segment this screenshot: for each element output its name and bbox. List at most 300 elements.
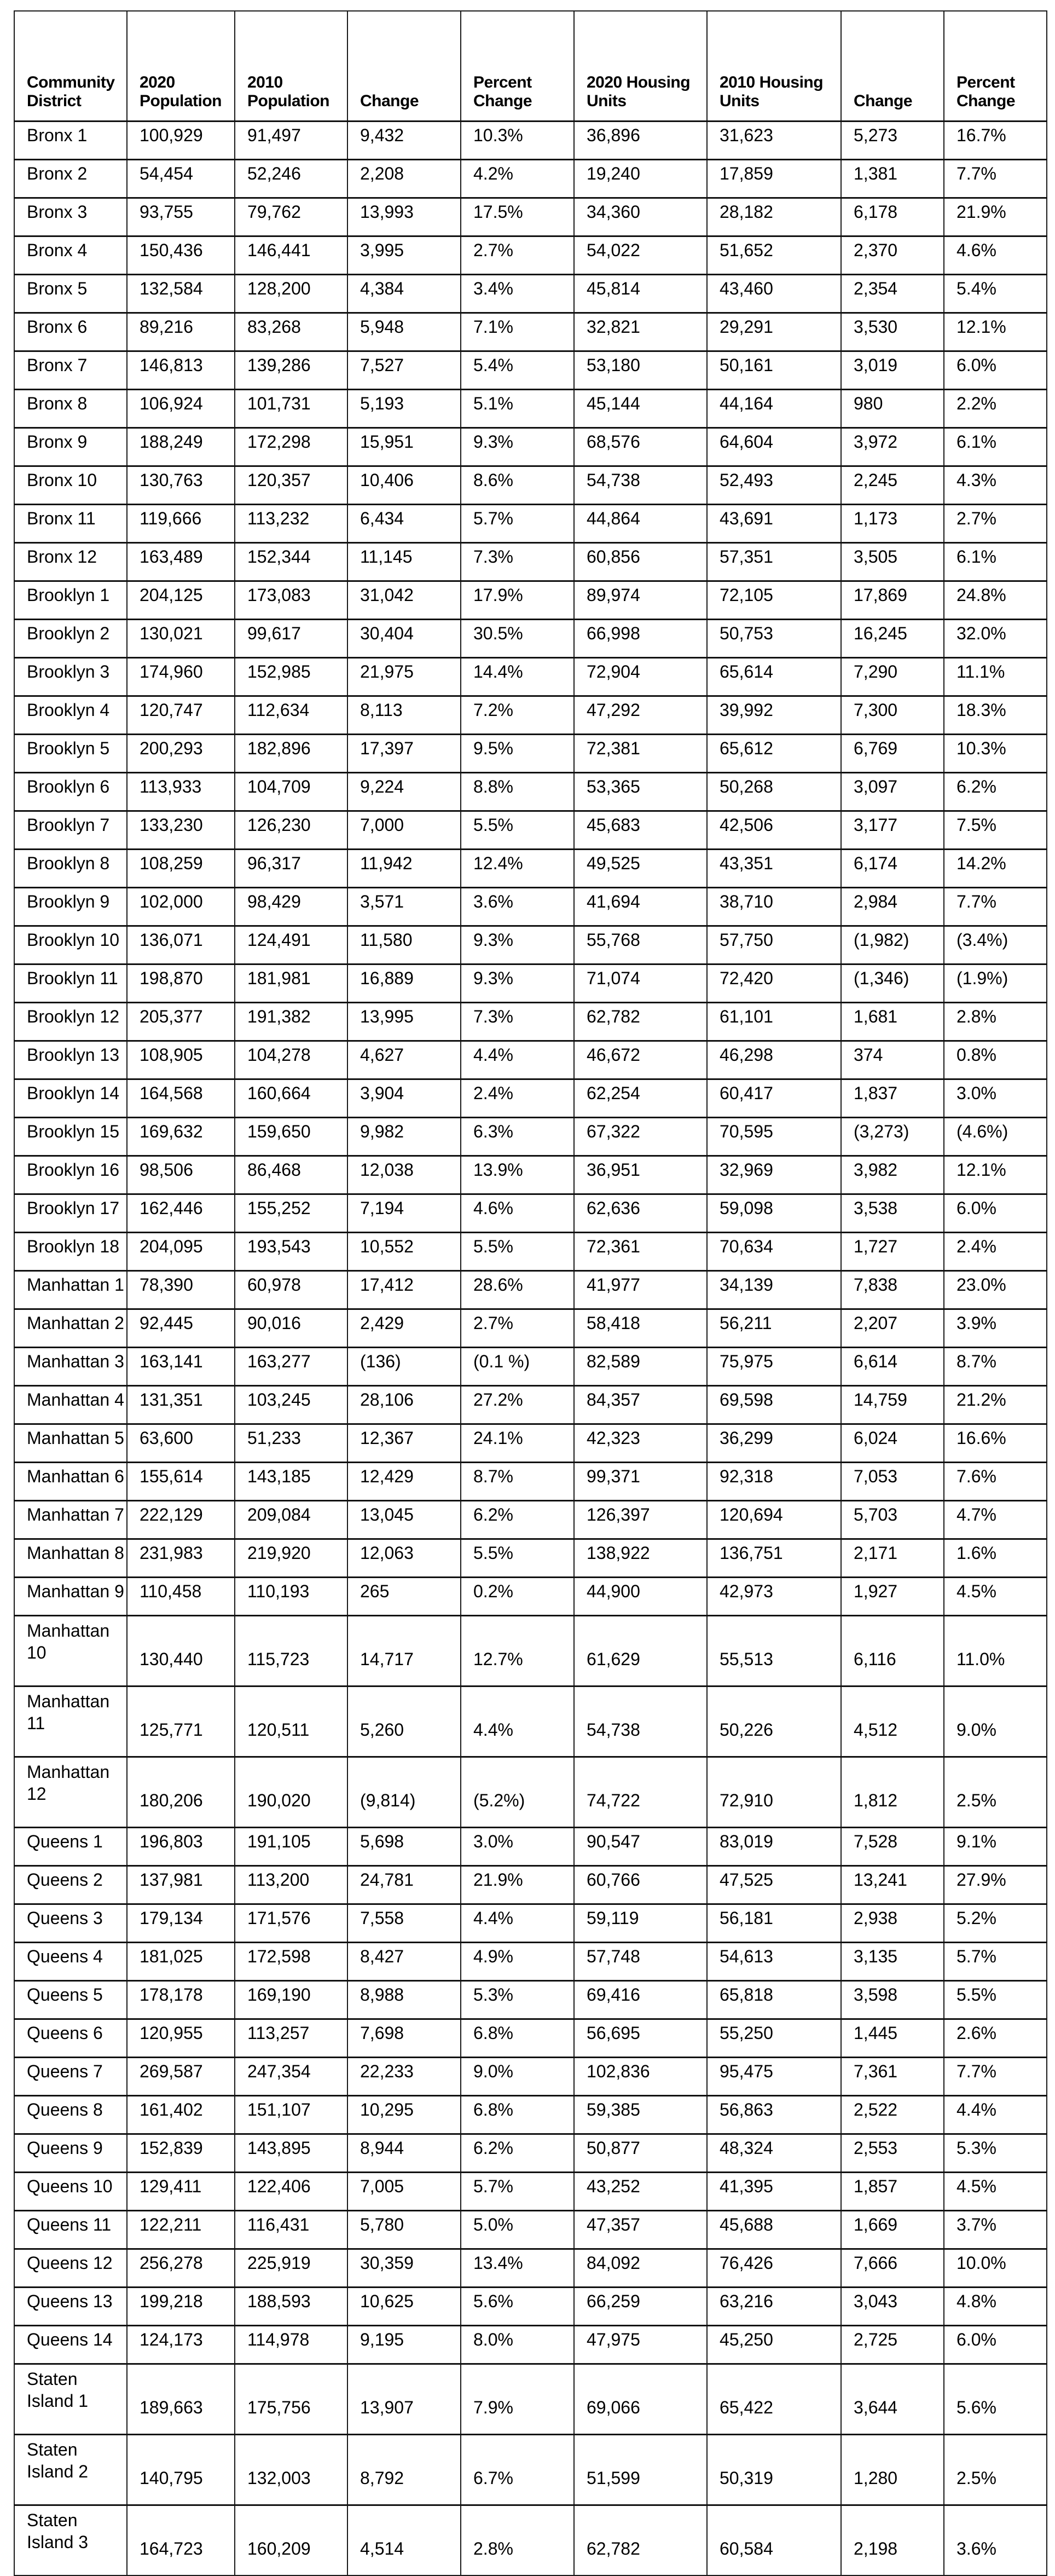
table-row <box>14 1118 1047 1156</box>
cell-pop-percent-change: 27.2% <box>461 1386 574 1424</box>
cell-housing-change: 1,445 <box>841 2019 944 2058</box>
cell-district-name: Brooklyn 14 <box>14 1079 127 1118</box>
cell-pop-2020: 181,025 <box>127 1943 235 1981</box>
cell-housing-percent-change: 3.7% <box>944 2211 1047 2249</box>
cell-housing-2010: 70,595 <box>707 1118 841 1156</box>
table-row <box>14 1003 1047 1041</box>
cell-pop-change: 9,195 <box>347 2326 461 2364</box>
table-row <box>14 1616 1047 1686</box>
table-row <box>14 2435 1047 2505</box>
cell-housing-2020: 59,119 <box>574 1904 707 1943</box>
cell-housing-2020: 34,360 <box>574 198 707 236</box>
cell-housing-2020: 82,589 <box>574 1348 707 1386</box>
cell-pop-change: 13,993 <box>347 198 461 236</box>
cell-pop-change: 5,780 <box>347 2211 461 2249</box>
cell-housing-2010: 54,613 <box>707 1943 841 1981</box>
table-row <box>14 1943 1047 1981</box>
cell-housing-2010: 59,098 <box>707 1194 841 1233</box>
cell-pop-2020: 54,454 <box>127 160 235 198</box>
cell-pop-2010: 132,003 <box>235 2435 347 2505</box>
cell-pop-change: 28,106 <box>347 1386 461 1424</box>
cell-pop-change: 10,406 <box>347 466 461 505</box>
cell-district-name: Queens 2 <box>14 1866 127 1904</box>
cell-district-name: Brooklyn 3 <box>14 658 127 696</box>
header-2020-population: 2020 Population <box>127 11 235 122</box>
cell-housing-2020: 102,836 <box>574 2058 707 2096</box>
cell-district-name: Manhattan 3 <box>14 1348 127 1386</box>
cell-pop-percent-change: 6.2% <box>461 1501 574 1539</box>
cell-pop-percent-change: 4.4% <box>461 1686 574 1757</box>
cell-pop-2010: 160,209 <box>235 2505 347 2576</box>
cell-housing-change: 3,538 <box>841 1194 944 1233</box>
cell-pop-2010: 139,286 <box>235 351 347 390</box>
cell-pop-change: (9,814) <box>347 1757 461 1828</box>
cell-housing-2010: 38,710 <box>707 888 841 926</box>
cell-housing-2020: 45,683 <box>574 811 707 850</box>
cell-pop-2010: 160,664 <box>235 1079 347 1118</box>
cell-housing-change: 6,614 <box>841 1348 944 1386</box>
cell-pop-2010: 51,233 <box>235 1424 347 1463</box>
table-row <box>14 2134 1047 2173</box>
cell-pop-percent-change: 6.8% <box>461 2096 574 2134</box>
cell-housing-change: 1,927 <box>841 1578 944 1616</box>
cell-district-name: Brooklyn 6 <box>14 773 127 811</box>
cell-pop-2010: 247,354 <box>235 2058 347 2096</box>
cell-district-name: Brooklyn 11 <box>14 964 127 1003</box>
cell-pop-2020: 152,839 <box>127 2134 235 2173</box>
cell-housing-2010: 60,417 <box>707 1079 841 1118</box>
cell-district-name: Bronx 12 <box>14 543 127 581</box>
cell-housing-change: (3,273) <box>841 1118 944 1156</box>
cell-pop-percent-change: 7.3% <box>461 1003 574 1041</box>
cell-pop-2020: 179,134 <box>127 1904 235 1943</box>
cell-housing-change: 6,178 <box>841 198 944 236</box>
cell-housing-2020: 66,998 <box>574 620 707 658</box>
table-row <box>14 428 1047 466</box>
table-row <box>14 1079 1047 1118</box>
cell-pop-percent-change: 7.3% <box>461 543 574 581</box>
cell-housing-percent-change: 4.3% <box>944 466 1047 505</box>
cell-housing-2020: 126,397 <box>574 1501 707 1539</box>
cell-pop-2010: 172,298 <box>235 428 347 466</box>
cell-housing-2020: 45,814 <box>574 275 707 313</box>
table-row <box>14 313 1047 351</box>
cell-pop-2010: 91,497 <box>235 122 347 160</box>
cell-district-name: Bronx 10 <box>14 466 127 505</box>
cell-district-name: Brooklyn 13 <box>14 1041 127 1079</box>
cell-district-name: Brooklyn 12 <box>14 1003 127 1041</box>
cell-housing-2010: 46,298 <box>707 1041 841 1079</box>
cell-housing-change: 14,759 <box>841 1386 944 1424</box>
cell-housing-2010: 43,460 <box>707 275 841 313</box>
cell-housing-2020: 59,385 <box>574 2096 707 2134</box>
cell-pop-2020: 231,983 <box>127 1539 235 1578</box>
cell-pop-2020: 256,278 <box>127 2249 235 2288</box>
cell-pop-2020: 196,803 <box>127 1828 235 1866</box>
cell-housing-2010: 17,859 <box>707 160 841 198</box>
cell-pop-2010: 60,978 <box>235 1271 347 1309</box>
cell-housing-change: 2,938 <box>841 1904 944 1943</box>
table-row <box>14 1828 1047 1866</box>
cell-pop-2010: 191,105 <box>235 1828 347 1866</box>
cell-housing-2010: 65,614 <box>707 658 841 696</box>
cell-housing-change: 1,173 <box>841 505 944 543</box>
cell-housing-percent-change: 2.4% <box>944 1233 1047 1271</box>
cell-pop-change: 13,907 <box>347 2364 461 2435</box>
cell-pop-percent-change: 5.5% <box>461 811 574 850</box>
cell-pop-2020: 198,870 <box>127 964 235 1003</box>
cell-pop-percent-change: 5.5% <box>461 1233 574 1271</box>
cell-housing-change: 6,174 <box>841 850 944 888</box>
cell-housing-2010: 83,019 <box>707 1828 841 1866</box>
cell-housing-change: 7,528 <box>841 1828 944 1866</box>
cell-housing-percent-change: 4.5% <box>944 2173 1047 2211</box>
table-row <box>14 1233 1047 1271</box>
cell-pop-change: 9,224 <box>347 773 461 811</box>
cell-pop-change: 4,627 <box>347 1041 461 1079</box>
cell-pop-change: 12,038 <box>347 1156 461 1194</box>
table-row <box>14 2364 1047 2435</box>
table-row <box>14 658 1047 696</box>
cell-housing-percent-change: 4.8% <box>944 2288 1047 2326</box>
cell-housing-2010: 65,818 <box>707 1981 841 2019</box>
cell-pop-2010: 143,185 <box>235 1463 347 1501</box>
cell-housing-change: 5,703 <box>841 1501 944 1539</box>
cell-pop-percent-change: 8.0% <box>461 2326 574 2364</box>
cell-housing-2010: 57,351 <box>707 543 841 581</box>
cell-housing-percent-change: 7.6% <box>944 1463 1047 1501</box>
cell-housing-change: 2,522 <box>841 2096 944 2134</box>
cell-district-name: Bronx 11 <box>14 505 127 543</box>
cell-housing-2010: 64,604 <box>707 428 841 466</box>
cell-housing-2020: 36,951 <box>574 1156 707 1194</box>
cell-housing-percent-change: 4.7% <box>944 1501 1047 1539</box>
cell-housing-percent-change: 18.3% <box>944 696 1047 735</box>
cell-district-name: Queens 4 <box>14 1943 127 1981</box>
table-row <box>14 236 1047 275</box>
cell-pop-percent-change: 8.8% <box>461 773 574 811</box>
cell-pop-2020: 133,230 <box>127 811 235 850</box>
cell-pop-change: 8,792 <box>347 2435 461 2505</box>
cell-district-name: Manhattan 7 <box>14 1501 127 1539</box>
cell-pop-2010: 112,634 <box>235 696 347 735</box>
cell-housing-percent-change: 6.2% <box>944 773 1047 811</box>
cell-housing-2020: 68,576 <box>574 428 707 466</box>
cell-housing-change: 5,273 <box>841 122 944 160</box>
cell-housing-2020: 56,695 <box>574 2019 707 2058</box>
cell-housing-2010: 70,634 <box>707 1233 841 1271</box>
cell-housing-2010: 44,164 <box>707 390 841 428</box>
cell-pop-2020: 140,795 <box>127 2435 235 2505</box>
cell-housing-2020: 43,252 <box>574 2173 707 2211</box>
cell-housing-2010: 42,973 <box>707 1578 841 1616</box>
cell-housing-2010: 43,351 <box>707 850 841 888</box>
cell-district-name: Queens 7 <box>14 2058 127 2096</box>
cell-housing-2020: 49,525 <box>574 850 707 888</box>
cell-pop-2020: 178,178 <box>127 1981 235 2019</box>
cell-housing-2020: 53,365 <box>574 773 707 811</box>
cell-housing-2020: 62,782 <box>574 1003 707 1041</box>
cell-housing-2010: 75,975 <box>707 1348 841 1386</box>
table-row <box>14 964 1047 1003</box>
cell-pop-2020: 119,666 <box>127 505 235 543</box>
cell-housing-2020: 99,371 <box>574 1463 707 1501</box>
cell-district-name: Brooklyn 15 <box>14 1118 127 1156</box>
cell-pop-change: 7,005 <box>347 2173 461 2211</box>
cell-pop-percent-change: 5.5% <box>461 1539 574 1578</box>
cell-housing-percent-change: 1.6% <box>944 1539 1047 1578</box>
cell-housing-change: 7,838 <box>841 1271 944 1309</box>
cell-housing-percent-change: 5.7% <box>944 1943 1047 1981</box>
cell-district-name: Brooklyn 4 <box>14 696 127 735</box>
cell-housing-percent-change: 2.2% <box>944 390 1047 428</box>
cell-pop-2020: 106,924 <box>127 390 235 428</box>
cell-housing-change: 7,666 <box>841 2249 944 2288</box>
cell-housing-2010: 69,598 <box>707 1386 841 1424</box>
cell-pop-change: 9,982 <box>347 1118 461 1156</box>
cell-housing-change: (1,982) <box>841 926 944 964</box>
cell-pop-percent-change: 9.3% <box>461 926 574 964</box>
cell-district-name: Brooklyn 10 <box>14 926 127 964</box>
cell-pop-change: 31,042 <box>347 581 461 620</box>
cell-housing-2010: 42,506 <box>707 811 841 850</box>
table-row <box>14 773 1047 811</box>
cell-pop-percent-change: 8.7% <box>461 1463 574 1501</box>
cell-pop-2010: 152,985 <box>235 658 347 696</box>
cell-housing-2020: 84,357 <box>574 1386 707 1424</box>
cell-pop-2010: 115,723 <box>235 1616 347 1686</box>
cell-pop-percent-change: 5.7% <box>461 2173 574 2211</box>
table-row <box>14 2249 1047 2288</box>
cell-housing-change: 6,116 <box>841 1616 944 1686</box>
cell-housing-change: 3,177 <box>841 811 944 850</box>
cell-district-name: Brooklyn 9 <box>14 888 127 926</box>
cell-housing-percent-change: 7.7% <box>944 2058 1047 2096</box>
cell-pop-change: 8,988 <box>347 1981 461 2019</box>
cell-pop-percent-change: 4.4% <box>461 1904 574 1943</box>
cell-district-name: Manhattan 5 <box>14 1424 127 1463</box>
cell-housing-change: 1,812 <box>841 1757 944 1828</box>
cell-housing-2020: 74,722 <box>574 1757 707 1828</box>
cell-housing-percent-change: 23.0% <box>944 1271 1047 1309</box>
header-population-change: Change <box>347 11 461 122</box>
cell-district-name: Brooklyn 16 <box>14 1156 127 1194</box>
cell-pop-change: 15,951 <box>347 428 461 466</box>
header-row <box>14 11 1047 122</box>
cell-housing-change: 374 <box>841 1041 944 1079</box>
cell-pop-change: 5,698 <box>347 1828 461 1866</box>
cell-district-name: Bronx 6 <box>14 313 127 351</box>
cell-pop-2020: 122,211 <box>127 2211 235 2249</box>
cell-pop-2020: 129,411 <box>127 2173 235 2211</box>
cell-housing-percent-change: 10.0% <box>944 2249 1047 2288</box>
cell-housing-change: 3,530 <box>841 313 944 351</box>
cell-pop-2010: 99,617 <box>235 620 347 658</box>
cell-pop-2020: 200,293 <box>127 735 235 773</box>
cell-pop-2020: 146,813 <box>127 351 235 390</box>
cell-housing-percent-change: 14.2% <box>944 850 1047 888</box>
cell-housing-percent-change: 32.0% <box>944 620 1047 658</box>
cell-pop-change: 7,558 <box>347 1904 461 1943</box>
table-row <box>14 2505 1047 2576</box>
cell-pop-percent-change: 5.1% <box>461 390 574 428</box>
cell-housing-change: 2,725 <box>841 2326 944 2364</box>
cell-district-name: Bronx 8 <box>14 390 127 428</box>
table-row <box>14 735 1047 773</box>
cell-pop-percent-change: 2.4% <box>461 1079 574 1118</box>
cell-housing-2010: 45,688 <box>707 2211 841 2249</box>
cell-pop-change: 7,194 <box>347 1194 461 1233</box>
cell-district-name: Brooklyn 7 <box>14 811 127 850</box>
cell-pop-change: 13,045 <box>347 1501 461 1539</box>
header-2010-housing-units: 2010 Housing Units <box>707 11 841 122</box>
cell-pop-percent-change: 17.5% <box>461 198 574 236</box>
cell-pop-percent-change: 9.3% <box>461 964 574 1003</box>
cell-pop-percent-change: 6.8% <box>461 2019 574 2058</box>
cell-housing-2020: 46,672 <box>574 1041 707 1079</box>
table-row <box>14 850 1047 888</box>
cell-pop-change: 11,580 <box>347 926 461 964</box>
cell-housing-change: 2,984 <box>841 888 944 926</box>
cell-district-name: Queens 14 <box>14 2326 127 2364</box>
cell-pop-change: 6,434 <box>347 505 461 543</box>
cell-district-name: Manhattan 10 <box>14 1616 127 1686</box>
cell-pop-change: 8,944 <box>347 2134 461 2173</box>
cell-housing-2020: 62,782 <box>574 2505 707 2576</box>
cell-housing-2020: 32,821 <box>574 313 707 351</box>
table-row <box>14 466 1047 505</box>
table-row <box>14 390 1047 428</box>
cell-district-name: Brooklyn 18 <box>14 1233 127 1271</box>
table-row <box>14 1156 1047 1194</box>
cell-pop-percent-change: 6.7% <box>461 2435 574 2505</box>
cell-housing-percent-change: 21.9% <box>944 198 1047 236</box>
table-row <box>14 1757 1047 1828</box>
cell-housing-percent-change: 5.6% <box>944 2364 1047 2435</box>
header-population-percent-change: Percent Change <box>461 11 574 122</box>
cell-housing-percent-change: 9.1% <box>944 1828 1047 1866</box>
cell-district-name: Queens 5 <box>14 1981 127 2019</box>
cell-pop-percent-change: 5.0% <box>461 2211 574 2249</box>
cell-housing-percent-change: 2.5% <box>944 2435 1047 2505</box>
cell-housing-2010: 60,584 <box>707 2505 841 2576</box>
cell-pop-2020: 269,587 <box>127 2058 235 2096</box>
cell-pop-2020: 155,614 <box>127 1463 235 1501</box>
cell-pop-change: 12,367 <box>347 1424 461 1463</box>
community-district-table <box>14 10 1047 2576</box>
cell-district-name: Manhattan 8 <box>14 1539 127 1578</box>
cell-district-name: Manhattan 6 <box>14 1463 127 1501</box>
cell-pop-change: 5,260 <box>347 1686 461 1757</box>
cell-pop-2010: 86,468 <box>235 1156 347 1194</box>
cell-pop-2020: 100,929 <box>127 122 235 160</box>
cell-pop-2020: 108,259 <box>127 850 235 888</box>
cell-housing-2010: 50,753 <box>707 620 841 658</box>
table-row <box>14 1041 1047 1079</box>
cell-pop-2020: 132,584 <box>127 275 235 313</box>
cell-pop-2020: 188,249 <box>127 428 235 466</box>
header-housing-change: Change <box>841 11 944 122</box>
cell-pop-percent-change: 30.5% <box>461 620 574 658</box>
cell-housing-2020: 60,856 <box>574 543 707 581</box>
cell-housing-2010: 34,139 <box>707 1271 841 1309</box>
cell-district-name: Manhattan 4 <box>14 1386 127 1424</box>
cell-housing-percent-change: 6.1% <box>944 428 1047 466</box>
cell-pop-2010: 120,511 <box>235 1686 347 1757</box>
cell-district-name: Brooklyn 2 <box>14 620 127 658</box>
cell-housing-change: 3,097 <box>841 773 944 811</box>
cell-housing-2010: 136,751 <box>707 1539 841 1578</box>
cell-pop-change: 30,359 <box>347 2249 461 2288</box>
cell-pop-2020: 108,905 <box>127 1041 235 1079</box>
cell-pop-percent-change: 14.4% <box>461 658 574 696</box>
cell-pop-2020: 205,377 <box>127 1003 235 1041</box>
cell-pop-change: 17,397 <box>347 735 461 773</box>
cell-housing-change: 2,553 <box>841 2134 944 2173</box>
cell-pop-2010: 104,709 <box>235 773 347 811</box>
cell-pop-percent-change: 7.9% <box>461 2364 574 2435</box>
cell-pop-percent-change: 9.3% <box>461 428 574 466</box>
cell-pop-change: 14,717 <box>347 1616 461 1686</box>
table-row <box>14 198 1047 236</box>
table-row <box>14 505 1047 543</box>
cell-housing-change: 1,669 <box>841 2211 944 2249</box>
cell-pop-2010: 90,016 <box>235 1309 347 1348</box>
cell-housing-change: 6,024 <box>841 1424 944 1463</box>
cell-housing-2020: 47,357 <box>574 2211 707 2249</box>
cell-pop-percent-change: 8.6% <box>461 466 574 505</box>
cell-pop-2010: 175,756 <box>235 2364 347 2435</box>
table-row <box>14 620 1047 658</box>
cell-housing-2010: 45,250 <box>707 2326 841 2364</box>
cell-pop-2020: 169,632 <box>127 1118 235 1156</box>
cell-pop-change: 3,571 <box>347 888 461 926</box>
cell-housing-change: 7,300 <box>841 696 944 735</box>
cell-housing-change: (1,346) <box>841 964 944 1003</box>
cell-district-name: Manhattan 11 <box>14 1686 127 1757</box>
cell-housing-change: 7,053 <box>841 1463 944 1501</box>
cell-housing-change: 17,869 <box>841 581 944 620</box>
cell-housing-2020: 72,361 <box>574 1233 707 1271</box>
cell-housing-percent-change: 4.6% <box>944 236 1047 275</box>
cell-housing-change: 1,727 <box>841 1233 944 1271</box>
cell-housing-percent-change: 3.6% <box>944 2505 1047 2576</box>
cell-housing-2010: 56,181 <box>707 1904 841 1943</box>
cell-pop-change: 7,527 <box>347 351 461 390</box>
cell-pop-change: 12,429 <box>347 1463 461 1501</box>
cell-housing-change: 1,381 <box>841 160 944 198</box>
cell-pop-2010: 172,598 <box>235 1943 347 1981</box>
cell-pop-2020: 204,095 <box>127 1233 235 1271</box>
cell-pop-2010: 225,919 <box>235 2249 347 2288</box>
cell-district-name: Queens 10 <box>14 2173 127 2211</box>
cell-housing-percent-change: (4.6%) <box>944 1118 1047 1156</box>
cell-pop-2010: 114,978 <box>235 2326 347 2364</box>
cell-pop-change: 11,145 <box>347 543 461 581</box>
cell-pop-2010: 101,731 <box>235 390 347 428</box>
cell-housing-2010: 72,420 <box>707 964 841 1003</box>
cell-pop-2020: 222,129 <box>127 1501 235 1539</box>
cell-pop-change: 22,233 <box>347 2058 461 2096</box>
cell-pop-2010: 190,020 <box>235 1757 347 1828</box>
cell-housing-2020: 55,768 <box>574 926 707 964</box>
cell-housing-change: 980 <box>841 390 944 428</box>
cell-pop-change: 4,514 <box>347 2505 461 2576</box>
cell-pop-2020: 164,568 <box>127 1079 235 1118</box>
cell-district-name: Brooklyn 17 <box>14 1194 127 1233</box>
cell-housing-change: 2,354 <box>841 275 944 313</box>
cell-district-name: Brooklyn 1 <box>14 581 127 620</box>
